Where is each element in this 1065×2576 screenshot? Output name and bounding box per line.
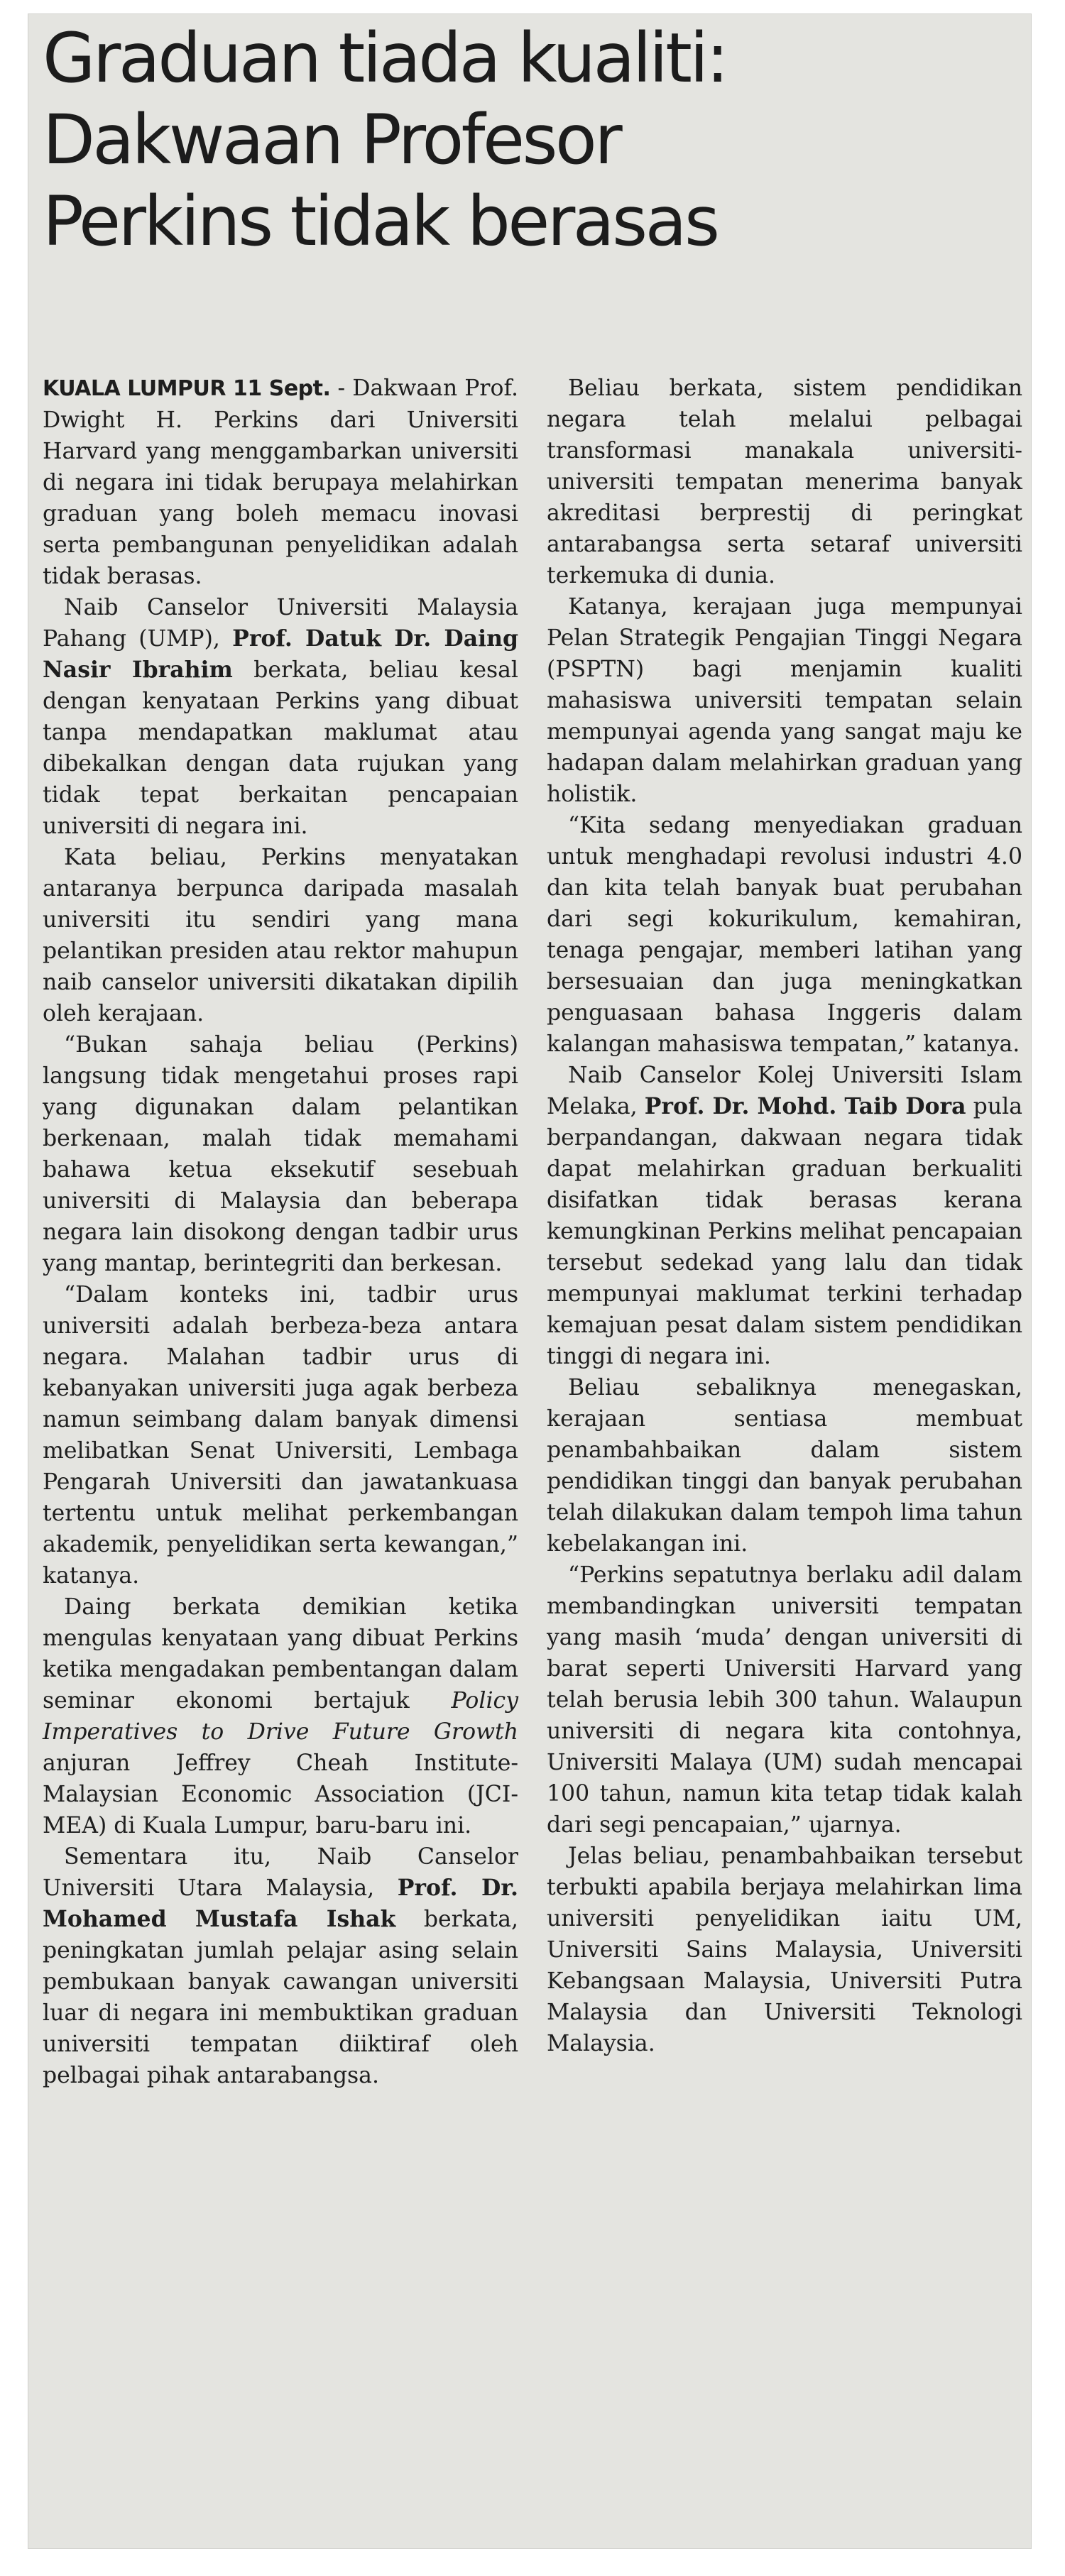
headline-line-2: Dakwaan Profesor [43,100,621,180]
paragraph-5: “Dalam konteks ini, tadbir urus universiti adalah berbeza-beza antara negara. Malahan tadbir urus di kebanyakan universiti juga agak berbeza namun seimbang dalam banyak dimensi melibatkan Senat Universiti, Lembaga Pengarah Universiti dan jawatankuasa tertentu untuk melihat perkembangan akademik, penyelidikan serta kewangan,” katanya. [43,1282,518,1589]
paragraph-2-text-b: berkata, beliau kesal dengan kenyataan Perkins yang dibuat tanpa mendapatkan maklumat atau dibekalkan dengan data rujukan yang tidak tepat berkaitan pencapaian universiti di negara ini. [43,657,518,839]
paragraph-7 [43,1841,518,2091]
paragraph-4: “Bukan sahaja beliau (Perkins) langsung tidak mengetahui proses rapi yang digunakan dalam pelantikan berkenaan, malah tidak memahami bahawa ketua eksekutif sesebuah universiti di Malaysia dan beberapa negara lain disokong dengan tadbir urus yang mantap, berintegriti dan berkesan. [43,1032,518,1276]
paragraph-11-text-b: pula berpandangan, dakwaan negara tidak dapat melahirkan graduan berkualiti disifatkan tidak berasas kerana kemungkinan Perkins melihat pencapaian tersebut sedekad yang lalu dan tidak mempunyai maklumat terkini terhadap kemajuan pesat dalam sistem pendidikan tinggi di negara ini. [547,1094,1022,1369]
paragraph-11 [547,1060,1022,1372]
paragraph-7-text-a: Sementara itu, Naib Canselor Universiti Utara Malaysia, [43,1844,518,1901]
paragraph-6 [43,1591,518,1841]
paragraph-10: “Kita sedang menyediakan graduan untuk menghadapi revolusi industri 4.0 dan kita telah banyak buat perubahan dari segi kokurikulum, kemahiran, tenaga pengajar, memberi latihan yang bersesuaian dan juga meningkatkan penguasaan bahasa Inggeris dalam kalangan mahasiswa tempatan,” katanya. [547,813,1022,1057]
headline-line-1: Graduan tiada kualiti: [43,18,727,98]
paragraph-13: “Perkins sepatutnya berlaku adil dalam membandingkan universiti tempatan yang masih ‘muda’ dengan universiti di barat seperti Universiti Harvard yang telah berusia lebih 300 tahun. Walaupun universiti di negara kita contohnya, Universiti Malaya (UM) sudah mencapai 100 tahun, namun kita tetap tidak kalah dari segi pencapaian,” ujarnya. [547,1562,1022,1838]
paragraph-2 [43,592,518,842]
person-name: Prof. Dr. Mohamed Mustafa Ishak [43,1875,518,1932]
newspaper-clipping [28,14,1031,2548]
person-name: Prof. Datuk Dr. Daing Nasir Ibrahim [43,625,518,683]
headline-line-3: Perkins tidak berasas [43,182,718,261]
paragraph-1-text: - Dakwaan Prof. Dwight H. Perkins dari Universiti Harvard yang menggambarkan universiti di negara ini tidak berupaya melahirkan graduan yang boleh memacu inovasi serta pembangunan penyelidikan adalah tidak berasas. [43,376,518,589]
paragraph-8: Beliau berkata, sistem pendidikan negara telah melalui pelbagai transformasi manakala universiti-universiti tempatan menerima banyak akreditasi berprestij di peringkat antarabangsa serta setaraf universiti terkemuka di dunia. [547,376,1022,588]
headline [43,18,1015,263]
paragraph-1 [43,373,518,592]
seminar-title: Policy Imperatives to Drive Future Growth [43,1688,518,1745]
paragraph-6-text-a: Daing berkata demikian ketika mengulas kenyataan yang dibuat Perkins ketika mengadakan pembentangan dalam seminar ekonomi bertajuk [43,1594,518,1714]
person-name: Prof. Dr. Mohd. Taib Dora [644,1093,966,1119]
paragraph-11-text-a: Naib Canselor Kolej Universiti Islam Melaka, [547,1063,1022,1119]
paragraph-3: Kata beliau, Perkins menyatakan antaranya berpunca daripada masalah universiti itu sendiri yang mana pelantikan presiden atau rektor mahupun naib canselor universiti dikatakan dipilih oleh kerajaan. [43,845,518,1026]
paragraph-9: Katanya, kerajaan juga mempunyai Pelan Strategik Pengajian Tinggi Negara (PSPTN) bagi menjamin kualiti mahasiswa universiti tempatan selain mempunyai agenda yang sangat maju ke hadapan dalam melahirkan graduan yang holistik. [547,594,1022,807]
article-column-left [43,373,518,2091]
dateline: KUALA LUMPUR 11 Sept. [43,376,331,401]
article-column-right [547,373,1022,2091]
paragraph-12: Beliau sebaliknya menegaskan, kerajaan sentiasa membuat penambahbaikan dalam sistem pendidikan tinggi dan banyak perubahan telah dilakukan dalam tempoh lima tahun kebelakangan ini. [547,1375,1022,1557]
paragraph-6-text-b: anjuran Jeffrey Cheah Institute-Malaysian Economic Association (JCI-MEA) di Kuala Lumpur, baru-baru ini. [43,1750,518,1838]
article-body [43,373,1022,2091]
paragraph-7-text-b: berkata, peningkatan jumlah pelajar asing selain pembukaan banyak cawangan universiti luar di negara ini membuktikan graduan universiti tempatan diiktiraf oleh pelbagai pihak antarabangsa. [43,1907,518,2088]
paragraph-2-text-a: Naib Canselor Universiti Malaysia Pahang (UMP), [43,595,518,652]
paragraph-14: Jelas beliau, penambahbaikan tersebut terbukti apabila berjaya melahirkan lima universiti penyelidikan iaitu UM, Universiti Sains Malaysia, Universiti Kebangsaan Malaysia, Universiti Putra Malaysia dan Universiti Teknologi Malaysia. [547,1843,1022,2056]
